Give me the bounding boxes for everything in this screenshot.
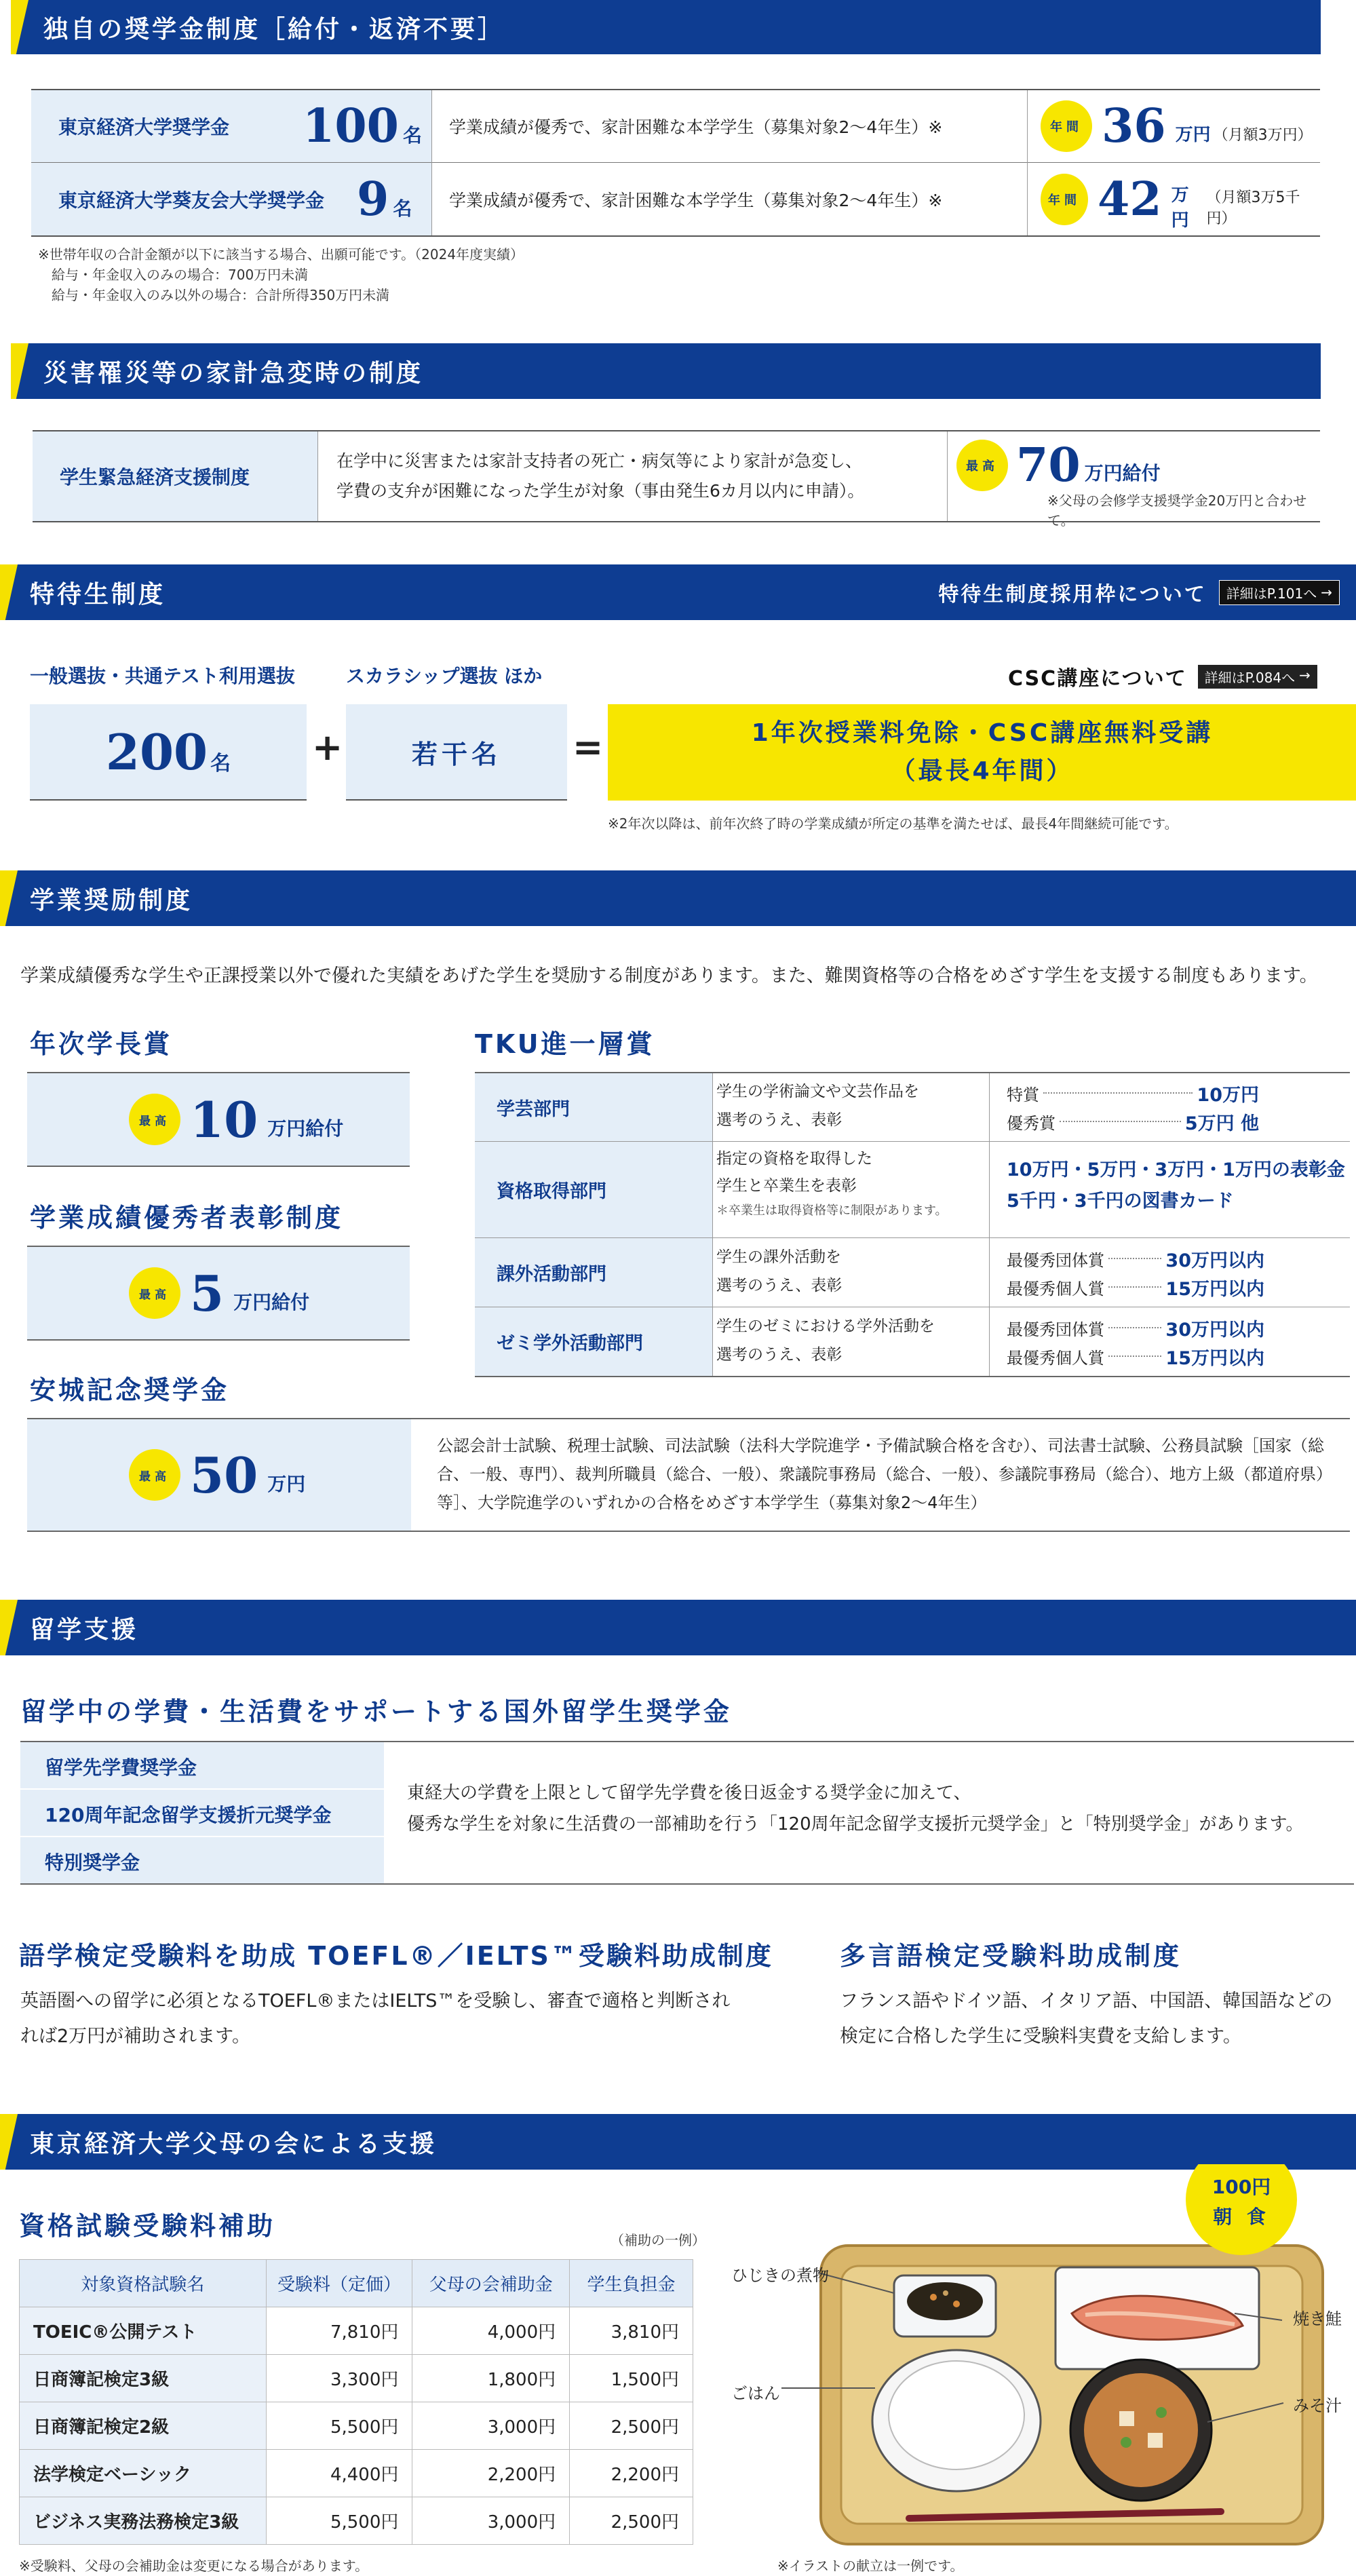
header-notch bbox=[0, 1600, 18, 1655]
tku-award: 最優秀団体賞 30万円以内 最優秀個人賞 15万円以内 bbox=[1007, 1250, 1264, 1300]
header-notch bbox=[11, 343, 28, 399]
col-header: 父母の会補助金 bbox=[412, 2260, 570, 2307]
arrow-right-icon: → bbox=[1321, 584, 1332, 600]
header-notch bbox=[0, 564, 18, 620]
tku-table bbox=[475, 1072, 1350, 1377]
example-note: （補助の一例） bbox=[611, 2232, 705, 2248]
tku-desc: 指定の資格を取得した 学生と卒業生を表彰 ＊卒業生は取得資格等に制限があります。 bbox=[716, 1150, 948, 1218]
exam-subtitle: 資格試験受験料補助 bbox=[19, 2211, 276, 2241]
col-header: 学生負担金 bbox=[570, 2260, 693, 2307]
anjo-amount: 最高 50 万円 bbox=[27, 1419, 411, 1531]
sec1-title: 独自の奨学金制度［給付・返済不要］ bbox=[43, 15, 505, 43]
anjo-desc: 公認会計士試験、税理士試験、司法試験（法科大学院進学・予備試験合格を含む）、司法書士試験、公務員試験［国家（総合、一般、専門）、裁判所職員（総合、一般）、衆議院事務局（総合、一般）、参議院事務局（総合）、地方上級（都道府県）等］、大学院進学のいずれかの合格をめざす本学学生（募集対象2〜4年生） bbox=[437, 1436, 1332, 1512]
table-row: 日商簿記検定2級 5,500円 3,000円 2,500円 bbox=[20, 2402, 693, 2450]
breakfast-badge-text: 100円 朝 食 bbox=[1212, 2176, 1271, 2228]
anjo-title: 安城記念奨学金 bbox=[30, 1375, 230, 1405]
multilang-title: 多言語検定受験料助成制度 bbox=[840, 1941, 1182, 1971]
sec1-header bbox=[11, 0, 1321, 54]
max-badge: 最高 bbox=[956, 440, 1008, 491]
scholarship-name: 東京経済大学葵友会大学奨学金 bbox=[58, 189, 325, 212]
tku-award: 最優秀団体賞 30万円以内 最優秀個人賞 15万円以内 bbox=[1007, 1319, 1264, 1369]
nenji-title: 年次学長賞 bbox=[30, 1029, 173, 1059]
col-header: 受験料（定価） bbox=[266, 2260, 412, 2307]
sec4-title: 学業奨励制度 bbox=[30, 886, 193, 915]
abroad-item: 留学先学費奨学金 bbox=[45, 1756, 197, 1779]
abroad-list bbox=[20, 1742, 384, 1883]
annual-badge: 年間 bbox=[1041, 100, 1092, 152]
max-badge: 最高 bbox=[129, 1094, 180, 1145]
sec3-header bbox=[0, 564, 1356, 620]
header-notch bbox=[0, 2114, 18, 2170]
tku-award: 特賞 10万円 優秀賞 5万円 他 bbox=[1007, 1084, 1259, 1134]
sec3-right bbox=[938, 577, 1356, 607]
scholarship-name: 東京経済大学奨学金 bbox=[58, 116, 230, 138]
nenji-box: 最高 10 万円給付 bbox=[27, 1072, 410, 1167]
scholarship-amount: 年間 36 万円 （月額3万円） bbox=[1041, 90, 1313, 162]
col-header: 対象資格試験名 bbox=[20, 2260, 267, 2307]
multilang-desc: フランス語やドイツ語、イタリア語、中国語、韓国語などの 検定に合格した学生に受験料実費を支給します。 bbox=[840, 1991, 1333, 2047]
sec4-intro: 学業成績優秀な学生や正課授業以外で優れた実績をあげた学生を奨励する制度があります。また、難関資格等の合格をめざす学生を支援する制度もあります。 bbox=[20, 965, 1318, 986]
rice-label: ごはん bbox=[731, 2384, 780, 2403]
gakugyo-title: 学業成績優秀者表彰制度 bbox=[30, 1203, 344, 1233]
income-notes: ※世帯年収の合計金額が以下に該当する場合、出願可能です。（2024年度実績） 給与・年金収入のみの場合：700万円未満 給与・年金収入のみ以外の場合：合計所得350万円未満 bbox=[38, 246, 524, 303]
salmon-label: 焼き鮭 bbox=[1293, 2309, 1342, 2328]
sec3-title: 特待生制度 bbox=[30, 580, 166, 609]
scholarship-quota-box: 若干名 bbox=[346, 704, 567, 801]
sec6-title: 東京経済大学父母の会による支援 bbox=[30, 2130, 438, 2158]
scholarship-desc: 学業成績が優秀で、家計困難な本学学生（募集対象2〜4年生）※ bbox=[449, 117, 943, 137]
tku-category: 資格取得部門 bbox=[497, 1180, 606, 1202]
tku-title: TKU進一層賞 bbox=[475, 1029, 655, 1059]
quota-label: 特待生制度採用枠について bbox=[938, 583, 1207, 607]
emergency-desc: 在学中に災害または家計支持者の死亡・病気等により家計が急変し、 学費の支弁が困難になった学生が対象（事由発生6カ月以内に申請）。 bbox=[336, 451, 865, 501]
anjo-box bbox=[27, 1418, 1350, 1532]
sec6-header bbox=[0, 2114, 1356, 2170]
header-notch bbox=[11, 0, 28, 54]
col2-label: スカラシップ選抜 ほか bbox=[346, 665, 543, 687]
scholarship-count: 100 名 bbox=[303, 99, 422, 153]
sec5-header bbox=[0, 1600, 1356, 1655]
tku-desc: 学生の課外活動を 選考のうえ、表彰 bbox=[716, 1248, 842, 1294]
scholarship-amount: 年間 42 万円 （月額3万5千円） bbox=[1041, 163, 1320, 235]
table-row: ビジネス実務法務検定3級 5,500円 3,000円 2,500円 bbox=[20, 2497, 693, 2545]
tku-award: 10万円・5万円・3万円・1万円の表彰金 5千円・3千円の図書カード bbox=[1007, 1159, 1345, 1212]
emergency-note: ※父母の会修学支援奨学金20万円と合わせて。 bbox=[1047, 493, 1307, 528]
general-quota-box: 200 名 bbox=[30, 704, 307, 801]
table-row: 法学検定ベーシック 4,400円 2,200円 2,200円 bbox=[20, 2450, 693, 2497]
equals-sign: = bbox=[573, 726, 604, 769]
col1-label: 一般選抜・共通テスト利用選抜 bbox=[30, 665, 295, 687]
hijiki-label: ひじきの煮物 bbox=[731, 2266, 829, 2285]
sec2-title: 災害罹災等の家計急変時の制度 bbox=[43, 359, 424, 387]
csc-detail-link[interactable]: 詳細はP.084へ → bbox=[1198, 665, 1317, 689]
scholarship-desc: 学業成績が優秀で、家計困難な本学学生（募集対象2〜4年生）※ bbox=[449, 190, 943, 210]
sec5-title: 留学支援 bbox=[30, 1615, 139, 1644]
scholarship-table bbox=[31, 89, 1320, 237]
table-header-row bbox=[20, 2260, 693, 2307]
table-row: TOEIC®公開テスト 7,810円 4,000円 3,810円 bbox=[20, 2307, 693, 2355]
exam-note: ※受験料、父母の会補助金は変更になる場合があります。 bbox=[19, 2558, 369, 2574]
emergency-table bbox=[33, 430, 1320, 528]
result-box: 1年次授業料免除・CSC講座無料受講 （最長4年間） bbox=[608, 704, 1356, 801]
csc-label: CSC講座について 詳細はP.084へ → bbox=[1008, 661, 1317, 691]
toefl-desc: 英語圏への留学に必須となるTOEFL®またはIELTS™を受験し、審査で適格と判断され れば2万円が補助されます。 bbox=[20, 1991, 731, 2047]
max-badge: 最高 bbox=[129, 1267, 180, 1319]
abroad-desc: 東経大の学費を上限として留学先学費を後日返金する奨学金に加えて、 優秀な学生を対象に生活費の一部補助を行う「120周年記念留学支援折元奨学金」と「特別奨学金」があります。 bbox=[407, 1783, 1304, 1834]
study-abroad-subtitle: 留学中の学費・生活費をサポートする国外留学生奨学金 bbox=[20, 1697, 732, 1727]
tku-category: 学芸部門 bbox=[497, 1098, 570, 1120]
abroad-item: 120周年記念留学支援折元奨学金 bbox=[45, 1804, 332, 1826]
sec2-header bbox=[11, 343, 1321, 399]
illust-note: ※イラストの献立は一例です。 bbox=[777, 2558, 964, 2574]
table-row: 日商簿記検定3級 3,300円 1,800円 1,500円 bbox=[20, 2355, 693, 2402]
header-notch bbox=[0, 870, 18, 926]
tku-desc: 学生の学術論文や文芸作品を 選考のうえ、表彰 bbox=[716, 1083, 919, 1129]
toefl-title: 語学検定受験料を助成 TOEFL®／IELTS™受験料助成制度 bbox=[19, 1941, 773, 1971]
sec4-header bbox=[0, 870, 1356, 926]
plus-sign: + bbox=[312, 726, 343, 769]
gakugyo-box: 最高 5 万円給付 bbox=[27, 1246, 410, 1341]
tku-category: ゼミ学外活動部門 bbox=[497, 1332, 643, 1354]
tku-desc: 学生のゼミにおける学外活動を 選考のうえ、表彰 bbox=[716, 1318, 935, 1364]
arrow-right-icon: → bbox=[1299, 666, 1311, 683]
tku-category: 課外活動部門 bbox=[497, 1263, 606, 1285]
quota-note: ※2年次以降は、前年次終了時の学業成績が所定の基準を満たせば、最長4年間継続可能です。 bbox=[608, 815, 1178, 832]
exam-table bbox=[19, 2259, 693, 2545]
annual-badge: 年間 bbox=[1041, 174, 1088, 225]
miso-label: みそ汁 bbox=[1293, 2396, 1342, 2415]
scholarship-count: 9 名 bbox=[357, 172, 412, 227]
max-badge: 最高 bbox=[129, 1449, 180, 1501]
emergency-name: 学生緊急経済支援制度 bbox=[60, 466, 250, 488]
emergency-amount: 最高 70 万円給付 bbox=[956, 438, 1161, 493]
abroad-item: 特別奨学金 bbox=[45, 1851, 140, 1874]
detail-link[interactable]: 詳細はP.101へ → bbox=[1219, 580, 1340, 605]
